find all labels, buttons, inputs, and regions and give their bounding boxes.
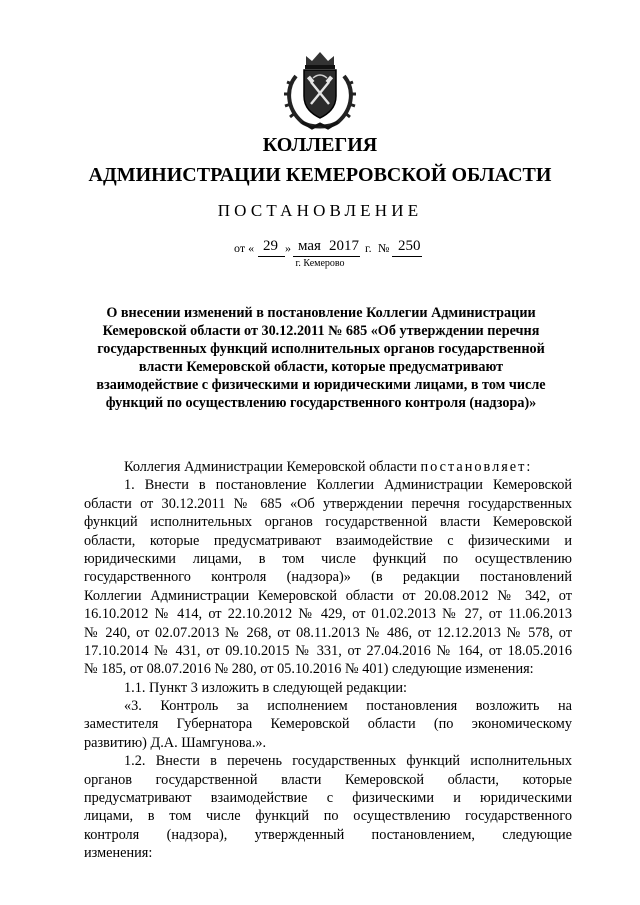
p1-line: функций исполнительных органов государственной власти Кемеровской: [84, 514, 572, 531]
p1-line: государственного контроля (надзора)» (в редакции постановлений: [84, 569, 572, 586]
date-day: 29: [263, 238, 278, 254]
subject-line: Кемеровской области от 30.12.2011 № 685 «Об утверждении перечня: [102, 323, 540, 340]
p1-line: Коллегии Администрации Кемеровской области от 20.08.2012 № 342, от: [84, 587, 572, 604]
kemerovo-coat-of-arms-icon: [282, 50, 358, 130]
p1-line: 16.10.2012 № 414, от 22.10.2012 № 429, от 01.02.2013 № 27, от 11.06.2013: [84, 606, 572, 623]
date-year: 2017: [329, 238, 359, 254]
p11-quote-line: развитию) Д.А. Шамгунова.».: [84, 734, 267, 751]
date-month: мая: [298, 238, 321, 254]
city: г. Кемерово: [295, 258, 345, 269]
day-underline: [258, 256, 285, 257]
p12-line: изменения:: [84, 845, 153, 862]
date-prefix: от «: [234, 241, 255, 255]
p12-line: лицами, в том числе функций по осуществлению государственного: [84, 808, 572, 825]
p12-line: 1.2. Внести в перечень государственных функций исполнительных: [124, 753, 572, 770]
p11-quote-line: заместителя Губернатора Кемеровской области (по экономическому: [84, 716, 572, 733]
number-label: №: [378, 241, 390, 255]
p1-line: области, которые предусматривают взаимодействие с физическими и: [84, 532, 572, 549]
subject-line: функций по осуществлению государственного контроля (надзора)»: [105, 395, 537, 412]
intro-line: [84, 458, 572, 476]
p1-line: области от 30.12.2011 № 685 «Об утверждении перечня государственных: [84, 495, 572, 512]
subject-line: взаимодействие с физическими и юридическими лицами, в том числе: [96, 377, 546, 394]
p1-line: 17.10.2014 № 431, от 09.10.2015 № 331, от 27.04.2016 № 164, от 18.05.2016: [84, 642, 572, 659]
p12-line: предусматривают взаимодействие с физическими и юридическими: [84, 790, 572, 807]
subject-line: власти Кемеровской области, которые предусматривают: [138, 359, 504, 376]
month-year-underline: [293, 256, 360, 257]
subject-line: государственных функций исполнительных органов государственной: [97, 341, 545, 358]
date-number-line: [0, 239, 640, 259]
p11-quote-line: «3. Контроль за исполнением постановления возложить на: [124, 698, 572, 715]
date-year-suffix: г.: [365, 241, 372, 255]
subject-line: О внесении изменений в постановление Коллегии Администрации: [106, 305, 536, 321]
org-title-line1: КОЛЛЕГИЯ: [262, 134, 378, 156]
document-subject: [90, 304, 552, 413]
document-body: [84, 458, 572, 863]
p12-line: органов государственной власти Кемеровской области, которые: [84, 771, 572, 788]
p1-line: юридическими лицами, в том числе функций по осуществлению: [84, 550, 572, 567]
document-number: 250: [398, 238, 421, 254]
p1-line: 1. Внести в постановление Коллегии Администрации Кемеровской: [124, 477, 572, 494]
p1-line: № 185, от 08.07.2016 № 280, от 05.10.2016 № 401) следующие изменения:: [84, 661, 534, 678]
p12-line: контроля (надзора), утвержденный постановлением, следующие: [84, 826, 572, 843]
org-title-line2: АДМИНИСТРАЦИИ КЕМЕРОВСКОЙ ОБЛАСТИ: [88, 164, 552, 186]
date-mid: »: [285, 241, 291, 255]
number-underline: [392, 256, 422, 257]
p1-line: № 240, от 02.07.2013 № 268, от 08.11.2013 № 486, от 12.12.2013 № 578, от: [84, 624, 572, 641]
intro-decree-word: постановляет:: [420, 459, 533, 475]
intro-lead: Коллегия Администрации Кемеровской области: [124, 459, 417, 475]
p11-line: 1.1. Пункт 3 изложить в следующей редакции:: [124, 679, 407, 696]
document-type: ПОСТАНОВЛЕНИЕ: [217, 201, 423, 220]
